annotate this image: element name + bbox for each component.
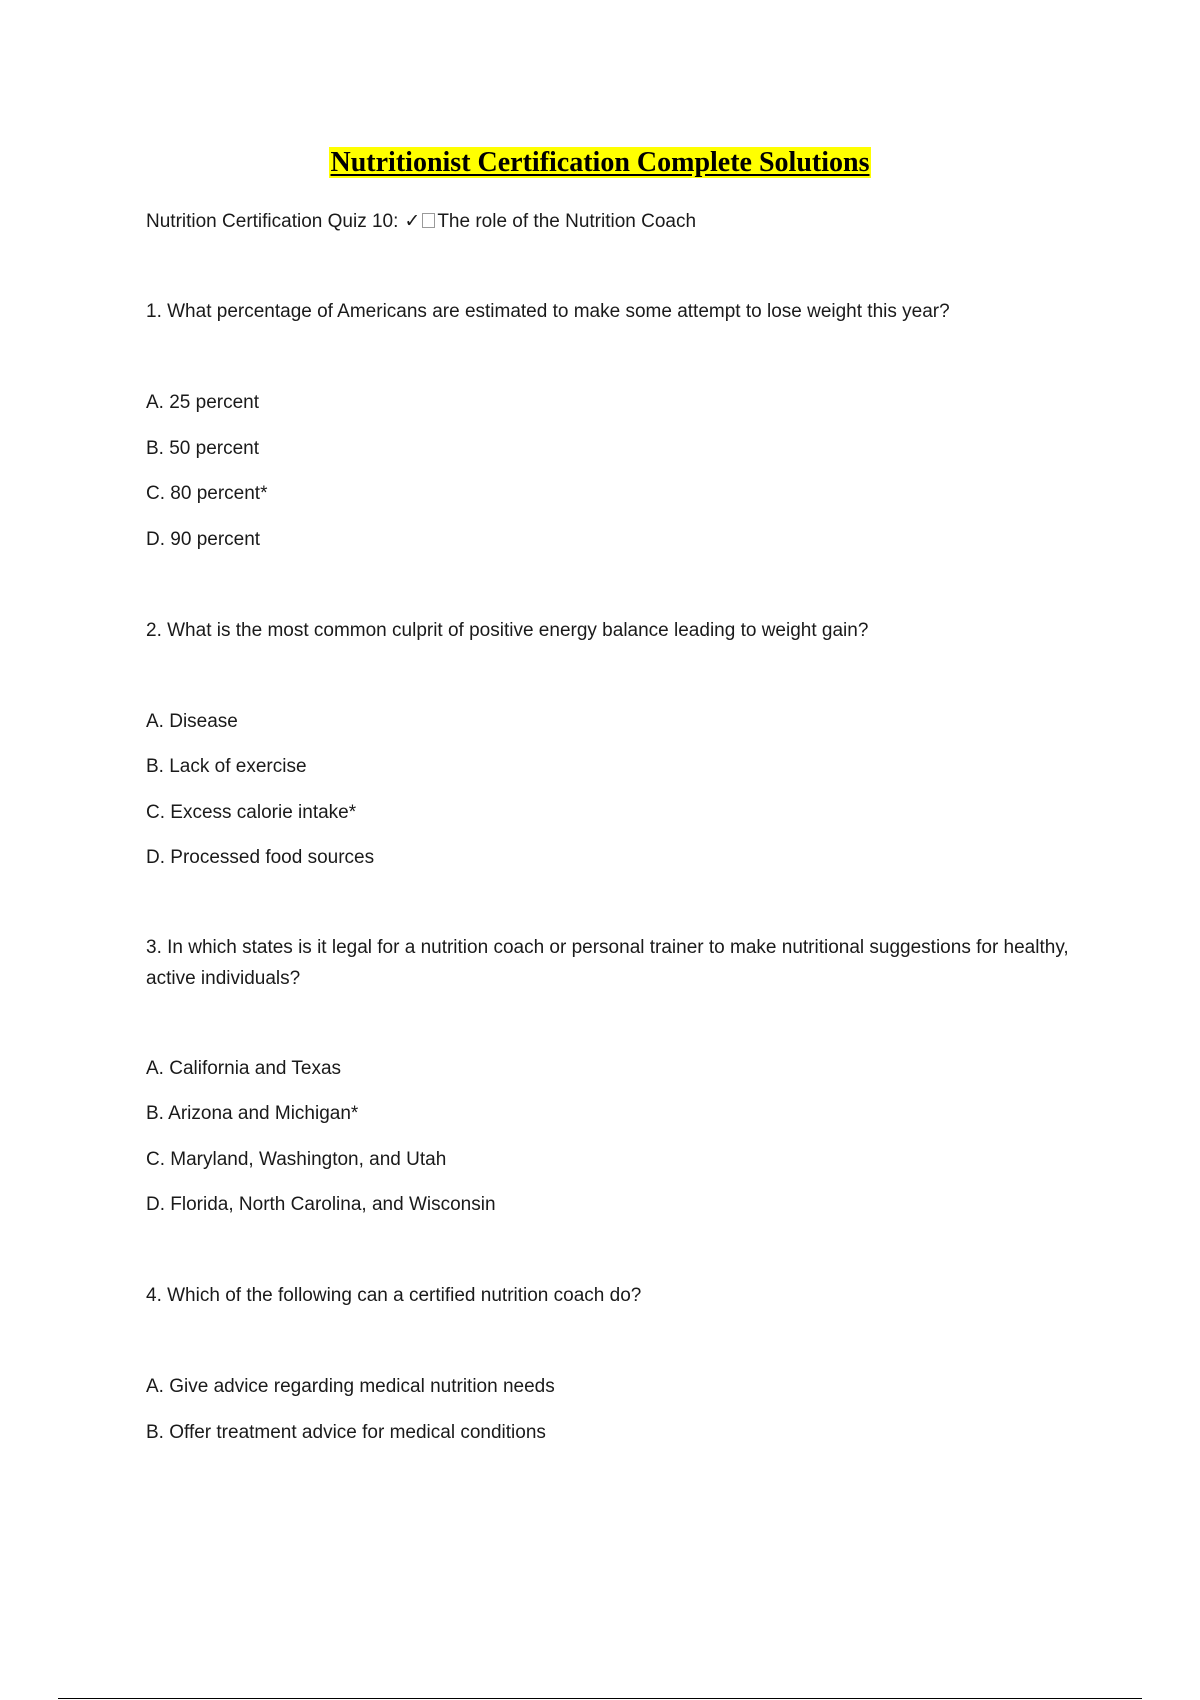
question-2-option-a: A. Disease (146, 711, 238, 732)
question-3-option-d: D. Florida, North Carolina, and Wisconsin (146, 1194, 496, 1215)
question-2: 2. What is the most common culprit of positive energy balance leading to weight gain? (146, 620, 869, 641)
question-1-option-d: D. 90 percent (146, 529, 261, 550)
question-3-option-a: A. California and Texas (146, 1058, 342, 1079)
question-3: 3. In which states is it legal for a nutrition coach or personal trainer to make nutritional suggestions for healthy, active individuals? (146, 937, 1069, 989)
empty-box-icon (422, 213, 435, 228)
page-title (0, 142, 1200, 179)
question-2-option-c: C. Excess calorie intake* (146, 802, 357, 823)
subtitle-suffix: The role of the Nutrition Coach (437, 211, 697, 232)
question-4: 4. Which of the following can a certified nutrition coach do? (146, 1285, 642, 1306)
quiz-subtitle (146, 210, 696, 233)
checkmark-icon: ✓ (404, 211, 421, 232)
footer-divider (58, 1698, 1142, 1699)
question-1: 1. What percentage of Americans are estimated to make some attempt to lose weight this year? (146, 301, 950, 322)
question-3-option-b: B. Arizona and Michigan* (146, 1103, 359, 1124)
subtitle-prefix: Nutrition Certification Quiz 10: (146, 211, 399, 232)
question-1-option-c: C. 80 percent* (146, 483, 268, 504)
question-4-option-b: B. Offer treatment advice for medical conditions (146, 1422, 546, 1443)
question-2-option-b: B. Lack of exercise (146, 756, 307, 777)
question-4-option-a: A. Give advice regarding medical nutrition needs (146, 1376, 555, 1397)
question-1-option-b: B. 50 percent (146, 438, 260, 459)
question-1-option-a: A. 25 percent (146, 392, 260, 413)
question-2-option-d: D. Processed food sources (146, 847, 375, 868)
question-3-option-c: C. Maryland, Washington, and Utah (146, 1149, 447, 1170)
page-title-text: Nutritionist Certification Complete Solutions (330, 147, 870, 178)
